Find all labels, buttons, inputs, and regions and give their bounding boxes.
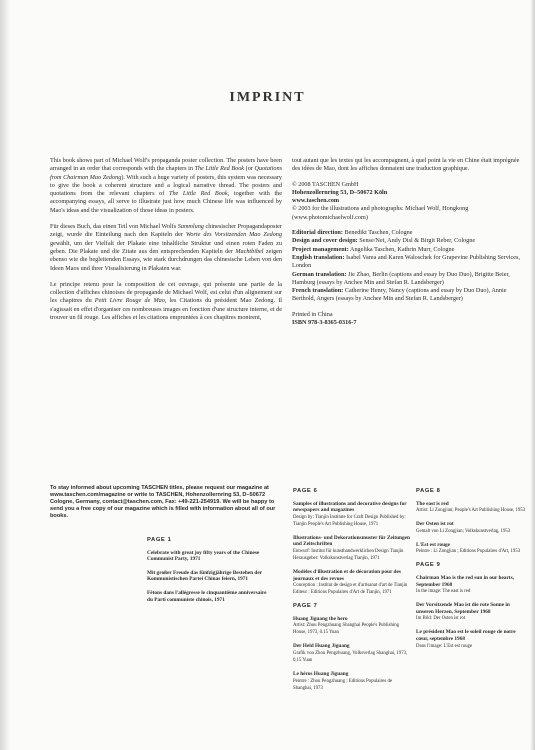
page-right-shadow [530,0,535,750]
page-left-shadow [0,0,10,750]
caption-item: Mit großer Freude das fünfzigjährige Bestehen der Kommunistischen Partei Chinas feiern, 1971 [147,569,262,583]
caption-item: Le héros Huang Jiguang Peintre : Zhou Pengzhuang ; Editions Populaires de Shanghai, 1973 [293,670,392,691]
copyright-block: © 2008 TASCHEN GmbH Hohenzollernring 53, D–50672 Köln www.taschen.com © 2003 for the illustrations and photographs: Michael Wolf, Hongkong (www.photomichaelwolf.com) [292,180,469,221]
captions-page-6-7 [293,488,411,699]
caption-item: Der Held Huang Jiguang Grafik von Zhou Pengzhuang, Volksverlag Shanghai, 1973, 0,15 Yuan [293,643,408,663]
page-title: IMPRINT [229,90,306,105]
intro-english: This book shows part of Michael Wolf's propaganda poster collection. The posters have been arranged in an order that corresponds with the chapters in The Little Red Book (or Quotations from Chairman Mao Zedong). With such a huge variety of posters, this system was necessary to give the book a coherent structure and a logical narrative thread. The posters and quotations from the relevant chapters of The Little Red Book, together with the accompanying essays, all serve to illustrate just how much Chinese life was influenced by Mao's ideas and the visualization of those ideas in posters. [50,157,283,214]
page-heading: PAGE 8 [416,488,441,494]
captions-page-1 [147,537,269,610]
page-heading: PAGE 6 [293,488,318,494]
caption-item: Modèles d'illustration et de décoration pour des journaux et des revues Conception : Institut de design et d'artisanat d'art de Tianjin Editeur : Editions Populaires d'Art de Tianjin, 1971 [293,568,408,596]
caption-item: Der Osten ist rot Gemalt von Li Zongjian; Volkskunstverlag, 1953 [416,521,511,534]
caption-item: Huang Jiguang the hero Artist: Zhou Pengzhuang Shanghai People's Publishing House, 1973, 0.15 Yuan [293,615,399,636]
captions-page-8-9 [416,488,528,657]
newsletter-notice: To stay informed about upcoming TASCHEN titles, please request our magazine at www.taschen.com/magazine or write to TASCHEN, Hohenzollernring 53, D–50672 Cologne, Germany, contact@taschen.com, Fax: +49-221-254919. We will be happy to send you a free copy of our magazine which is filled with information about all of our books. [50,485,276,519]
intro-french-continued: tout autant que les textes qui les accompagnent, à quel point la vie en Chine était imprégnée des idées de Mao, dont les affiches donnaient une traduction graphique. [292,157,520,173]
caption-item: The east is red Artist: Li Zongjian; People's Art Publishing House, 1953 [416,500,526,514]
caption-item: L'Est est rouge Peintre : Li Zongjian ; Editions Populaires d'Art, 1953 [416,541,521,555]
printing-info: Printed in China ISBN 978-3-8365-0316-7 [292,310,357,327]
staff-credits: Editorial direction: Benedikt Taschen, Cologne Design and cover design: Sense/Net, Andy Disl & Birgit Reber, Cologne Project management: Angelika Taschen, Kathrin Murr, Cologne English translation: Isabel Varea and Karen Waloschek for Grapevine Publishing Services, London German translation: Jie Zhao, Berlin (captions and essay by Duo Duo), Brigitte Beier, Hamburg (essays by Anchee Min and Stefan R. Landsberger) French translation: Catherine Henry, Nancy (captions and essay by Duo Duo), Annie Berthold, Angers (essays by Anchee Min and Stefan R. Landsberger) [292,229,520,303]
credits-column [292,157,528,334]
caption-item: Chairman Mao is the red sun in our hearts, September 1968 In the image: The east is red [416,574,514,595]
page-heading: PAGE 9 [416,562,441,569]
caption-item: Illustrations- und Dekorationsmuster für Zeitungen und Zeitschriften Entwurf: Institut für kunsthandwerklichen Design Tianjin Herausgeber: Volkskunstverlag Tianjin, 1971 [293,534,410,561]
caption-item: Samples of illustrations and decorative designs for newspapers and magazines Design by: Tianjin Institute for Craft Design Published by: Tianjin People's Art Publishing House, 1971 [293,500,407,527]
intro-german: Für dieses Buch, das einen Teil von Michael Wolfs Sammlung chinesischer Propagandaposter zeigt, wurde die Einteilung nach den Kapiteln der Worte des Vorsitzenden Mao Zedong gewählt, um der Vielfalt der Plakate eine inhaltliche Struktur und einen roten Faden zu geben. Die Plakate und die Zitate aus den entsprechenden Kapiteln der Machtbibel zeigen ebenso wie die begleitenden Essays, wie stark durchdrungen das chinesische Leben von den Ideen Maos und ihrer Visualisierung in Plakaten war. [50,223,282,272]
intro-column [50,157,282,330]
caption-item: Celebrate with great joy fifty years of the Chinese Communist Party, 1971 [147,549,260,563]
caption-item: Fêtons dans l'allégresse le cinquantième anniversaire du Parti communiste chinois, 1971 [147,589,267,603]
page-heading: PAGE 1 [147,537,172,543]
page-heading: PAGE 7 [293,603,318,610]
caption-item: Der Vorsitzende Mao ist die rote Sonne in unseren Herzen, September 1968 Im Bild: Der Osten ist rot [416,602,510,622]
caption-item: Le président Mao est le soleil rouge de notre cœur, septembre 1968 Dans l'image: L'Est est rouge [416,629,516,649]
intro-french: Le principe retenu pour la composition de cet ouvrage, qui présente une partie de la collection d'affiches chinoises de propagande de Michael Wolf, est celui d'un alignement sur les chapitres du Petit Livre Rouge de Mao, les Citations du président Mao Zedong. Il s'agissait en effet d'organiser ces nombreuses images en fonction d'une structure interne, et de trouver un fil rouge. Les affiches et les citations empruntées à ces chapitres montrent, [50,280,282,322]
